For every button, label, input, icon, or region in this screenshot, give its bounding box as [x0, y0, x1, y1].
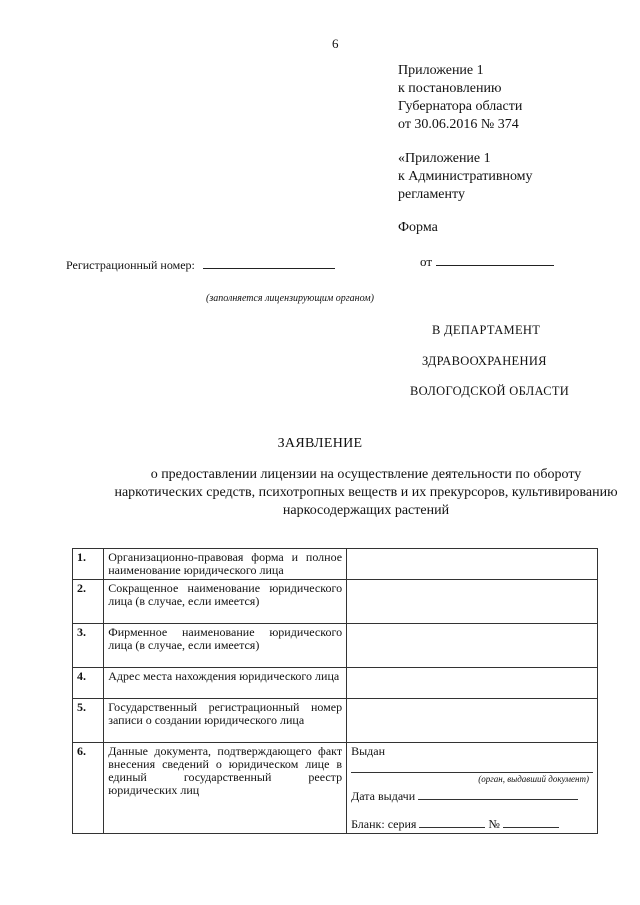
registration-number-label: Регистрационный номер:: [66, 258, 195, 272]
table-row: [73, 699, 598, 743]
department-line-3: ВОЛОГОДСКОЙ ОБЛАСТИ: [410, 384, 570, 398]
row-value-field[interactable]: [347, 668, 598, 699]
row-label: Адрес места нахождения юридического лица: [104, 668, 347, 699]
form-label: Форма: [398, 220, 438, 235]
row-label: Организационно-правовая форма и полное наименование юридического лица: [104, 549, 347, 580]
table-row: [73, 668, 598, 699]
issuer-field[interactable]: [351, 758, 593, 773]
registration-number: [66, 257, 335, 273]
form-number-field[interactable]: [503, 817, 559, 828]
table-row: [73, 580, 598, 624]
appendix-line: Губернатора области: [398, 99, 523, 114]
issuer-note: (орган, выдавший документ): [478, 774, 589, 784]
row-label: Сокращенное наименование юридического лица (в случае, если имеется): [104, 580, 347, 624]
row-value-field[interactable]: [347, 580, 598, 624]
application-form-table: [72, 548, 598, 834]
form-series-label: Бланк: серия: [351, 817, 417, 831]
department-line-2: ЗДРАВООХРАНЕНИЯ: [422, 354, 547, 368]
row-number: 4.: [73, 668, 104, 699]
issue-date-row: [351, 789, 593, 803]
statement-subtitle: о предоставлении лицензии на осуществление деятельности по обороту наркотических средств, психотропных веществ и их прекурсоров, культивированию наркосодержащих растений: [114, 467, 618, 518]
row-value-field[interactable]: [347, 549, 598, 580]
registration-date-field[interactable]: [436, 254, 554, 266]
issue-date-field[interactable]: [418, 789, 578, 800]
appendix-header: [398, 62, 522, 134]
row-label: Государственный регистрационный номер записи о создании юридического лица: [104, 699, 347, 743]
row-number: 1.: [73, 549, 104, 580]
row-number: 5.: [73, 699, 104, 743]
registration-date: [420, 254, 554, 270]
row-label: Фирменное наименование юридического лица (в случае, если имеется): [104, 624, 347, 668]
table-row: [73, 549, 598, 580]
appendix-line: к Административному: [398, 169, 533, 184]
page-number: 6: [332, 36, 339, 51]
appendix-line: «Приложение 1: [398, 151, 491, 166]
registry-document-details: [347, 743, 598, 834]
regulation-appendix-header: [398, 150, 533, 204]
issue-date-label: Дата выдачи: [351, 789, 416, 803]
appendix-line: к постановлению: [398, 81, 502, 96]
registration-note: (заполняется лицензирующим органом): [206, 293, 374, 304]
form-series-field[interactable]: [419, 817, 485, 828]
form-number-label: №: [488, 817, 500, 831]
row-number: 2.: [73, 580, 104, 624]
row-value-field[interactable]: [347, 699, 598, 743]
row-number: 3.: [73, 624, 104, 668]
registration-number-field[interactable]: [203, 257, 335, 269]
appendix-line: Приложение 1: [398, 63, 484, 78]
row-label: Данные документа, подтверждающего факт внесения сведений о юридическом лице в единый государственный реестр юридических лиц: [104, 743, 347, 834]
table-row: [73, 624, 598, 668]
table-row: [73, 743, 598, 834]
appendix-line: регламенту: [398, 187, 465, 202]
statement-title: ЗАЯВЛЕНИЕ: [277, 436, 363, 451]
form-series-row: [351, 817, 593, 831]
registration-date-label: от: [420, 254, 433, 269]
department-line-1: В ДЕПАРТАМЕНТ: [432, 323, 541, 337]
row-number: 6.: [73, 743, 104, 834]
issued-label: Выдан: [351, 744, 385, 758]
appendix-line: от 30.06.2016 № 374: [398, 117, 519, 132]
row-value-field[interactable]: [347, 624, 598, 668]
